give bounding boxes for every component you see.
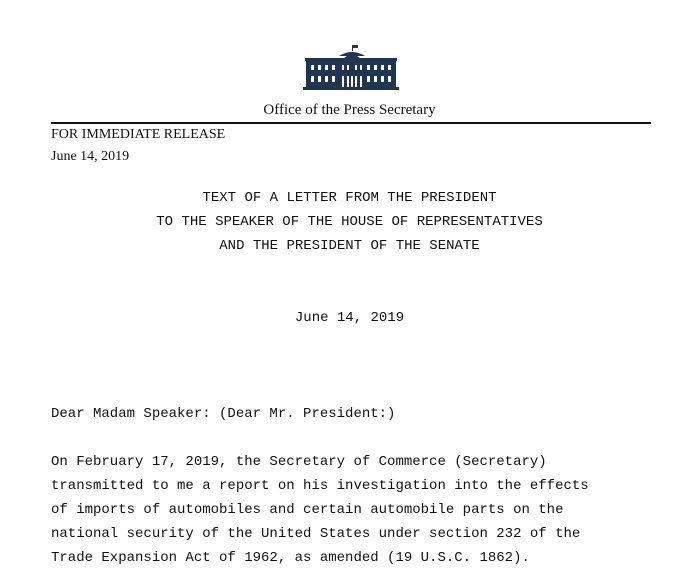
white-house-icon	[303, 44, 399, 92]
letter-title-line: TEXT OF A LETTER FROM THE PRESIDENT	[202, 190, 497, 206]
paragraph-line: of imports of automobiles and certain automobile parts on the	[51, 502, 564, 518]
letter-date: June 14, 2019	[294, 310, 405, 326]
paragraph-line: On February 17, 2019, the Secretary of Commerce (Secretary)	[51, 454, 547, 470]
office-title: Office of the Press Secretary	[263, 102, 436, 118]
letter-salutation: Dear Madam Speaker: (Dear Mr. President:)	[51, 406, 396, 422]
paragraph-line: Trade Expansion Act of 1962, as amended (19 U.S.C. 1862).	[51, 550, 530, 566]
paragraph-line: transmitted to me a report on his investigation into the effects	[51, 478, 589, 494]
letter-title-line: AND THE PRESIDENT OF THE SENATE	[219, 238, 480, 254]
release-date: June 14, 2019	[51, 149, 130, 164]
header-rule	[51, 122, 651, 124]
letter-title-line: TO THE SPEAKER OF THE HOUSE OF REPRESENTATIVES	[156, 214, 543, 230]
release-label: FOR IMMEDIATE RELEASE	[51, 127, 226, 142]
paragraph-line: national security of the United States under section 232 of the	[51, 526, 581, 542]
